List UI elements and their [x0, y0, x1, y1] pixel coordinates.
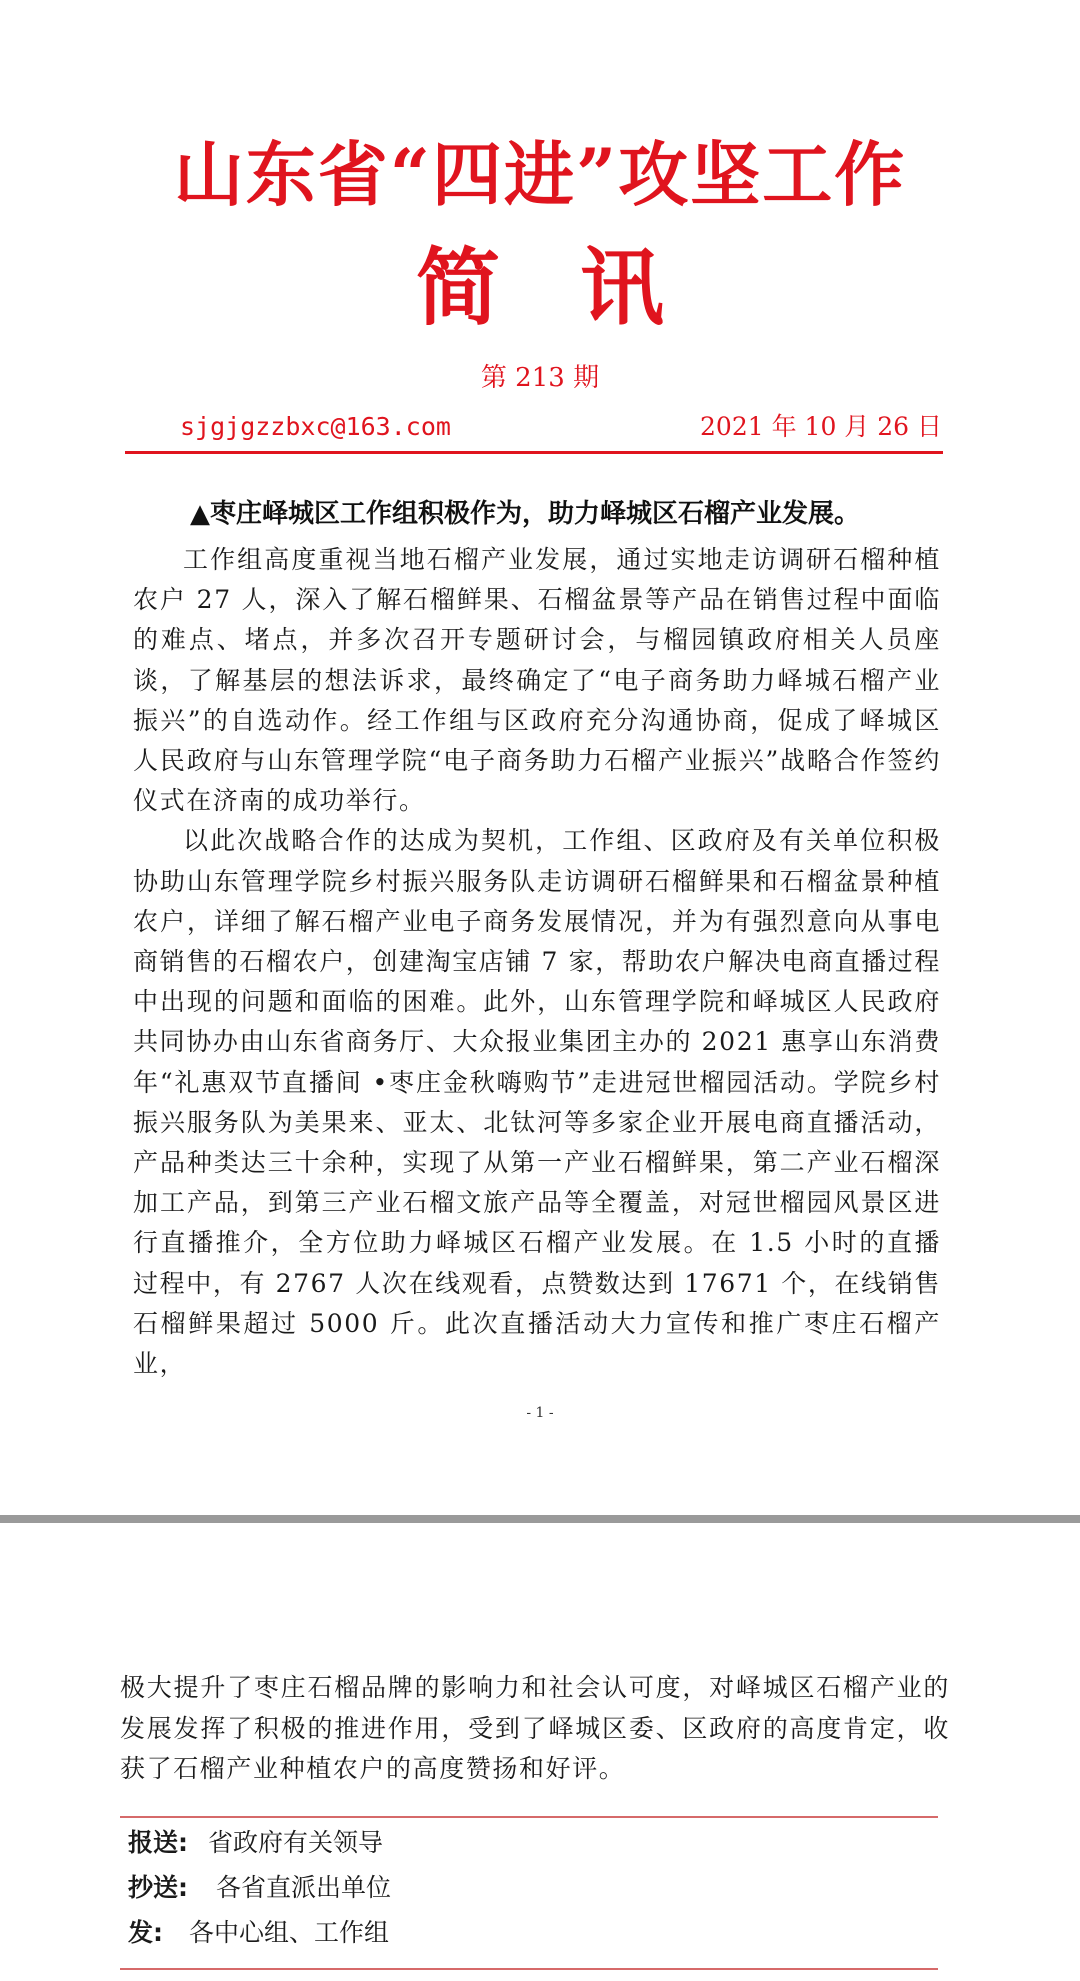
distribution-top-divider	[120, 1816, 938, 1818]
send-label: 发:	[128, 1918, 163, 1947]
copy-label: 抄送:	[128, 1873, 188, 1902]
distribution-bottom-divider	[120, 1968, 938, 1970]
issue-date: 2021 年 10 月 26 日	[700, 412, 942, 441]
distribution-report	[128, 1823, 383, 1863]
report-label: 报送:	[128, 1828, 188, 1857]
page-separator	[0, 1515, 1080, 1523]
copy-value: 各省直派出单位	[216, 1873, 392, 1902]
send-value: 各中心组、工作组	[189, 1918, 390, 1947]
bulletin-title: 山东省“四进”攻坚工作	[173, 133, 907, 216]
continuation-paragraph: 极大提升了枣庄石榴品牌的影响力和社会认可度，对峄城区石榴产业的发展发挥了积极的推进作用，受到了峄城区委、区政府的高度肯定，收获了石榴产业种植农户的高度赞扬和好评。	[120, 1673, 950, 1783]
subtitle-char-2: 讯	[580, 238, 665, 337]
page-2	[0, 1523, 1080, 1981]
distribution-send	[128, 1913, 389, 1953]
article-heading: ▲枣庄峄城区工作组积极作为，助力峄城区石榴产业发展。	[190, 499, 860, 529]
distribution-copy	[128, 1868, 391, 1908]
contact-email: sjgjgzzbxc@163.com	[180, 412, 451, 441]
article-body	[133, 540, 941, 1384]
issue-number: 第 213 期	[480, 363, 600, 393]
page-number: - 1 -	[526, 1405, 554, 1421]
report-value: 省政府有关领导	[208, 1828, 384, 1857]
paragraph-1: 工作组高度重视当地石榴产业发展，通过实地走访调研石榴种植农户 27 人，深入了解石榴鲜果、石榴盆景等产品在销售过程中面临的难点、堵点，并多次召开专题研讨会，与榴园镇政府相关人员座谈，了解基层的想法诉求，最终确定了“电子商务助力峄城石榴产业振兴”的自选动作。经工作组与区政府充分沟通协商，促成了峄城区人民政府与山东管理学院“电子商务助力石榴产业振兴”战略合作签约仪式在济南的成功举行。	[133, 545, 941, 816]
header-divider	[125, 451, 943, 454]
bulletin-subtitle	[0, 238, 1080, 338]
subtitle-char-1: 简	[415, 238, 500, 337]
article-continuation	[120, 1668, 950, 1790]
paragraph-2: 以此次战略合作的达成为契机，工作组、区政府及有关单位积极协助山东管理学院乡村振兴服务队走访调研石榴鲜果和石榴盆景种植农户，详细了解石榴产业电子商务发展情况，并为有强烈意向从事电商销售的石榴农户，创建淘宝店铺 7 家，帮助农户解决电商直播过程中出现的问题和面临的困难。此外，山东管理学院和峄城区人民政府共同协办由山东省商务厅、大众报业集团主办的 2021 惠享山东消费年“礼惠双节直播间 •枣庄金秋嗨购节”走进冠世榴园活动。学院乡村振兴服务队为美果来、亚太、北钛河等多家企业开展电商直播活动，产品种类达三十余种，实现了从第一产业石榴鲜果，第二产业石榴深加工产品，到第三产业石榴文旅产品等全覆盖，对冠世榴园风景区进行直播推介，全方位助力峄城区石榴产业发展。在 1.5 小时的直播过程中，有 2767 人次在线观看，点赞数达到 17671 个，在线销售石榴鲜果超过 5000 斤。此次直播活动大力宣传和推广枣庄石榴产业，	[133, 826, 942, 1379]
